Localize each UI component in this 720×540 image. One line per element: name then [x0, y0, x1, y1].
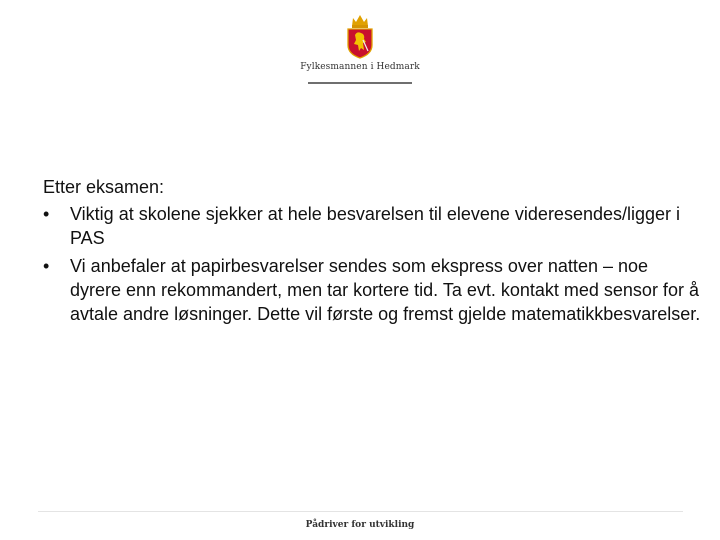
bullet-icon: •: [43, 204, 50, 224]
slide-heading: Etter eksamen:: [43, 177, 165, 197]
bullet-item: [43, 202, 703, 250]
bullet-icon: •: [43, 256, 50, 276]
bullet-text: Vi anbefaler at papirbesvarelser sendes som ekspress over natten – noe dyrere enn rekommandert, men tar kortere tid. Ta evt. kontakt med sensor for å avtale andre løsninger. Dette vil første og fremst gjelde matematikkbesvarelser.: [70, 256, 701, 324]
header-divider: [308, 82, 412, 84]
coat-of-arms-icon: [343, 12, 377, 60]
slide-content: [43, 175, 703, 330]
bullet-list: [43, 202, 703, 326]
footer-tagline: Pådriver for utvikling: [305, 520, 415, 530]
bullet-item: [43, 254, 703, 326]
organization-name: Fylkesmannen i Hedmark: [300, 62, 420, 72]
bullet-text: Viktig at skolene sjekker at hele besvarelsen til elevene videresendes/ligger i PAS: [70, 204, 681, 248]
footer-divider: [38, 511, 683, 512]
